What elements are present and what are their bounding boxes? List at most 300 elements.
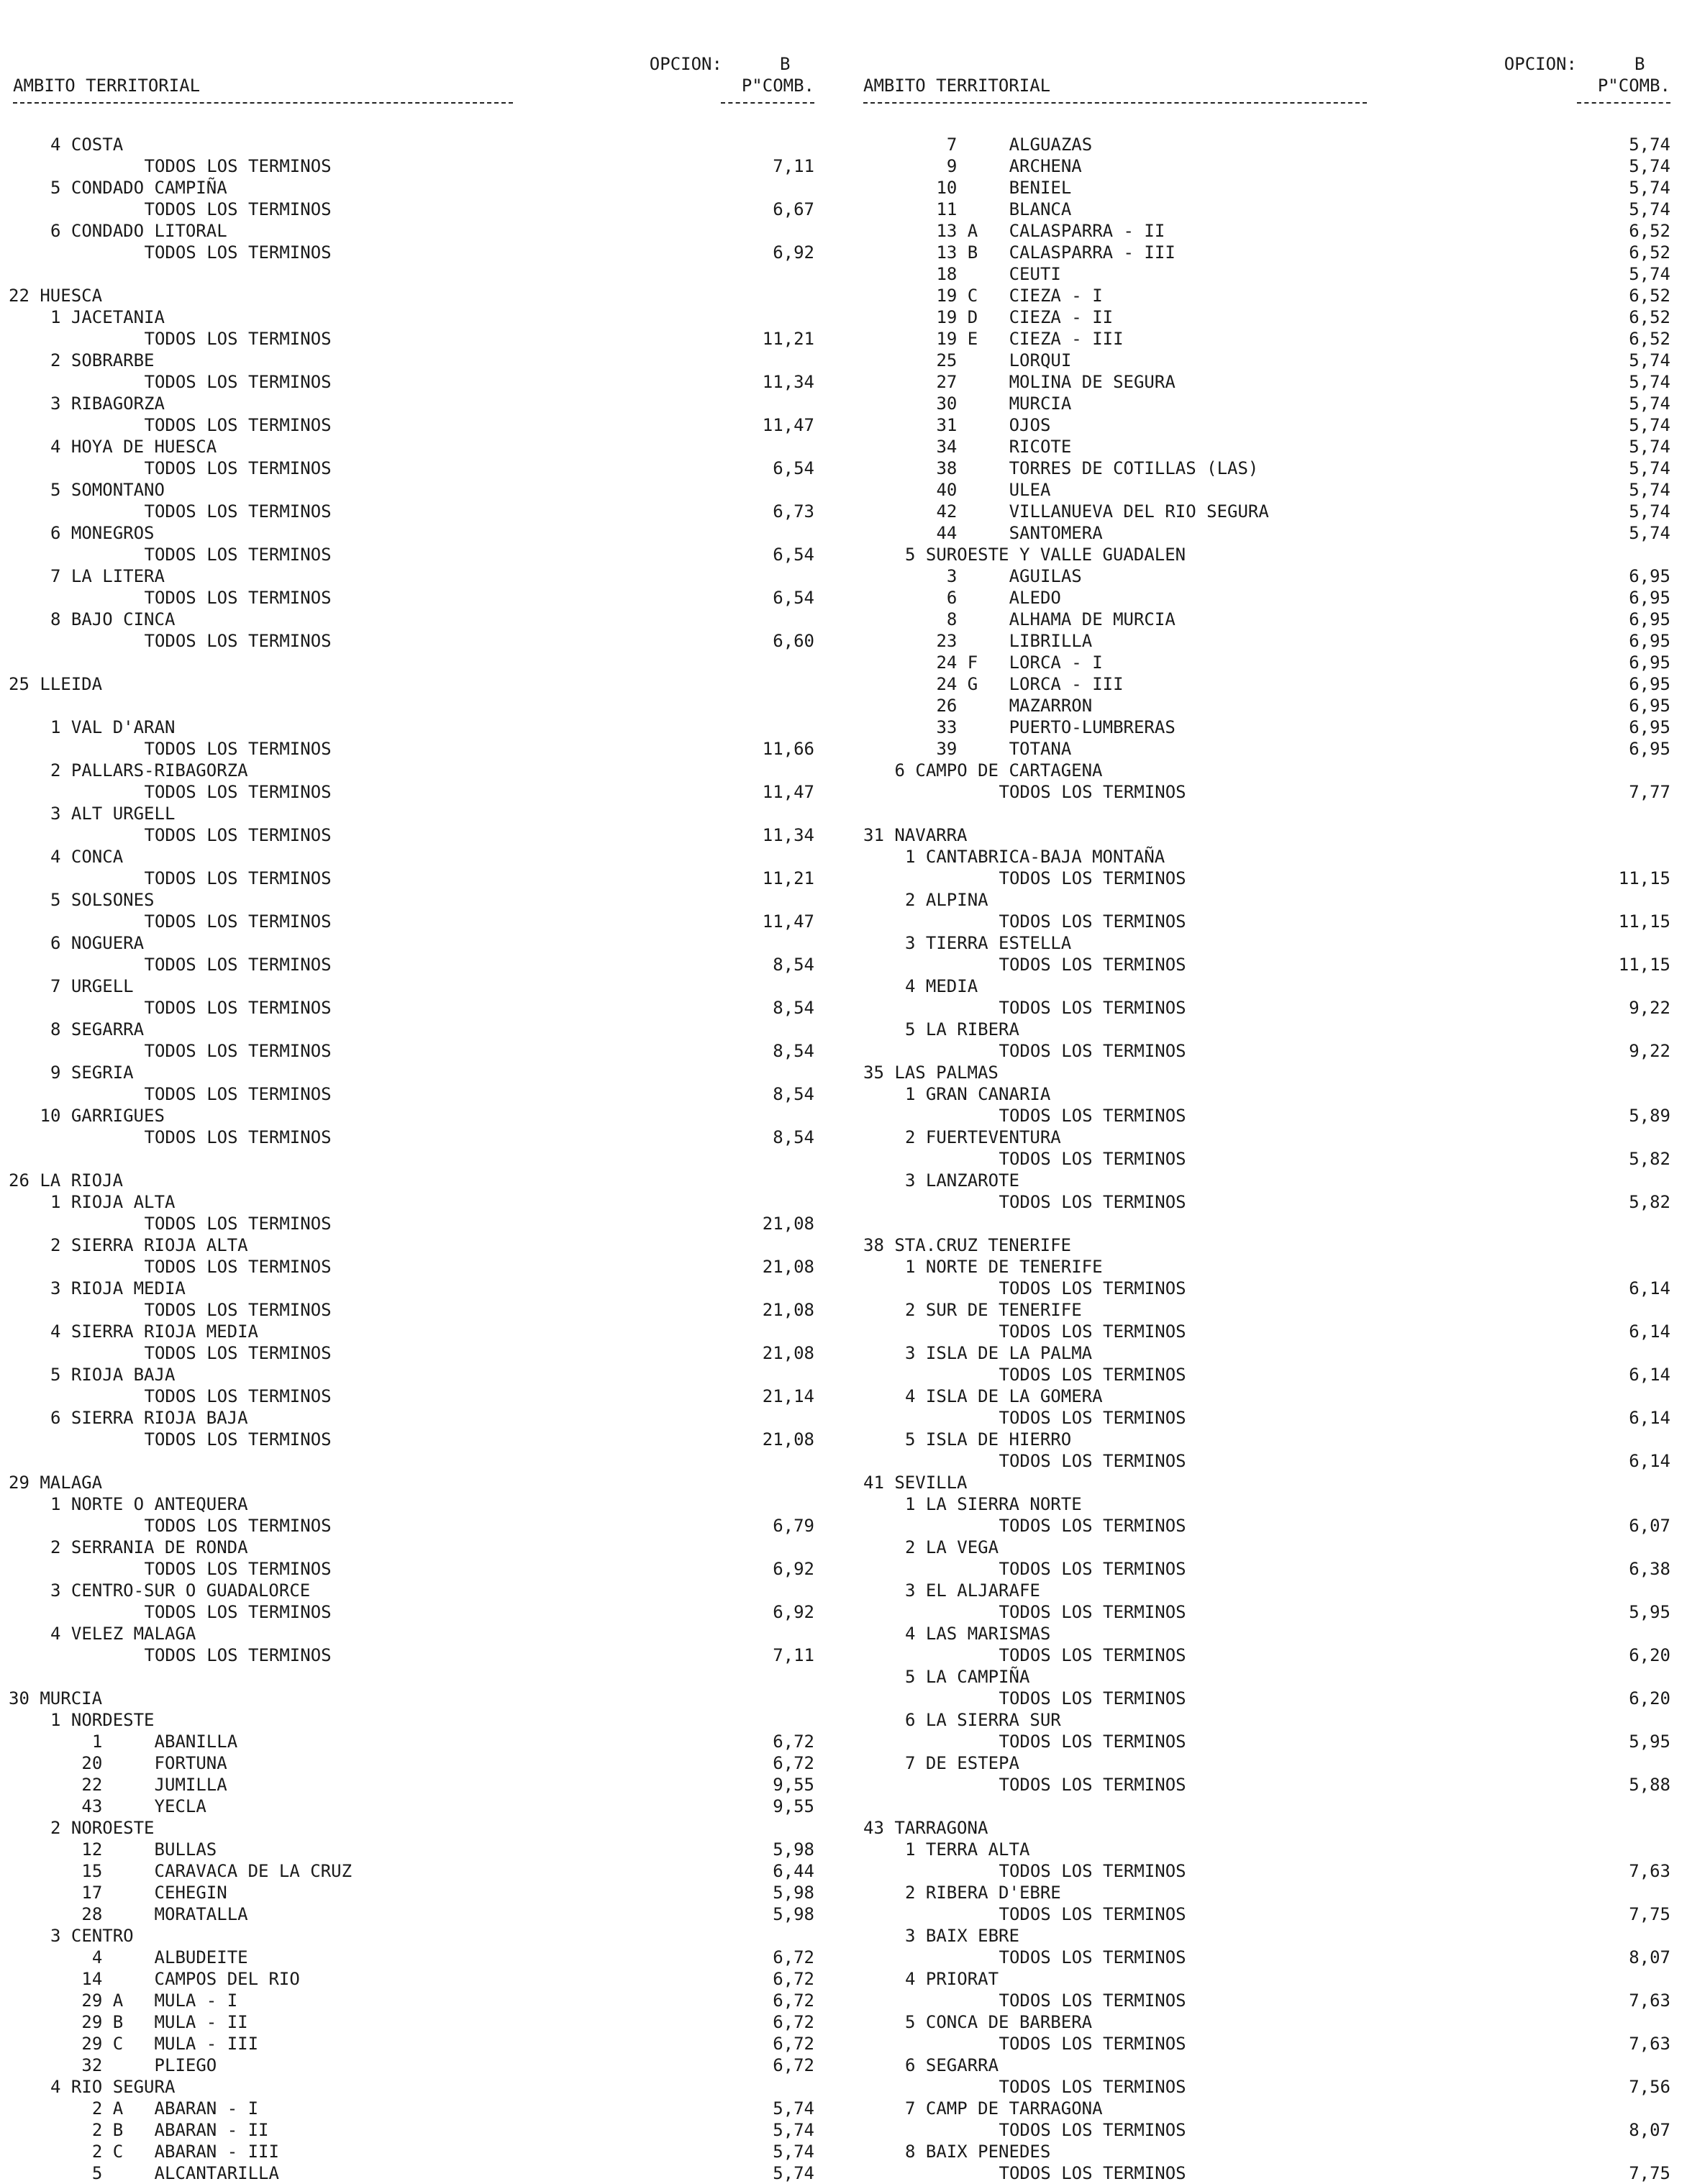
pcomb-value: 6,95: [1629, 674, 1670, 694]
territory-label: 38 TORRES DE COTILLAS (LAS): [926, 458, 1259, 478]
territory-label: 32 PLIEGO: [60, 2055, 217, 2075]
todos-label: TODOS LOS TERMINOS: [999, 1408, 1186, 1428]
table-row: [856, 1925, 1683, 1947]
pcomb-value: 11,15: [1618, 955, 1670, 975]
territory-label: 6 LA SIERRA SUR: [905, 1710, 1061, 1730]
table-row: [0, 522, 827, 544]
column-header-ambito: AMBITO TERRITORIAL: [863, 76, 1051, 96]
spacer: [856, 803, 1683, 824]
territory-label: 2 LA VEGA: [905, 1537, 999, 1557]
table-row: [856, 501, 1683, 522]
todos-label: TODOS LOS TERMINOS: [999, 1602, 1186, 1622]
territory-label: 43 TARRAGONA: [863, 1818, 988, 1838]
territory-label: 5 SUROESTE Y VALLE GUADALEN: [905, 545, 1186, 565]
spacer: [0, 695, 827, 716]
todos-label: TODOS LOS TERMINOS: [999, 2120, 1186, 2140]
territory-label: 2 ALPINA: [905, 890, 988, 910]
table-row: [856, 1817, 1683, 1839]
pcomb-value: 9,22: [1629, 998, 1670, 1018]
territory-label: 38 STA.CRUZ TENERIFE: [863, 1235, 1071, 1255]
territory-label: 20 FORTUNA: [60, 1753, 227, 1773]
territory-label: 29 A MULA - I: [60, 1990, 238, 2011]
pcomb-value: 9,22: [1629, 1041, 1670, 1061]
territory-label: 5 ALCANTARILLA: [60, 2163, 279, 2183]
pcomb-value: 6,14: [1629, 1408, 1670, 1428]
table-row: [0, 1623, 827, 1644]
table-row: [856, 587, 1683, 609]
territory-label: 17 CEHEGIN: [60, 1883, 227, 1903]
table-row: [856, 1299, 1683, 1321]
table-row: [856, 997, 1683, 1019]
territory-label: 3 RIOJA MEDIA: [50, 1278, 186, 1298]
table-row: [0, 501, 827, 522]
table-row: [0, 1234, 827, 1256]
table-row: [856, 1191, 1683, 1213]
territory-label: 3 LANZAROTE: [905, 1170, 1019, 1191]
pcomb-value: 5,74: [1629, 199, 1670, 219]
table-row: [856, 177, 1683, 199]
pcomb-value: 6,73: [773, 501, 814, 522]
table-row: [0, 1580, 827, 1601]
table-row: [0, 1558, 827, 1580]
territory-label: 10 GARRIGUES: [40, 1106, 165, 1126]
table-row: [0, 1256, 827, 1278]
table-row: [856, 738, 1683, 760]
pcomb-value: 5,74: [1629, 156, 1670, 176]
pcomb-value: 5,74: [773, 2142, 814, 2162]
header-underline: [863, 102, 1367, 104]
territory-label: 10 BENIEL: [926, 178, 1072, 198]
pcomb-value: 7,11: [773, 156, 814, 176]
table-row: [0, 1127, 827, 1148]
table-row: [0, 1968, 827, 1990]
table-row: [856, 2141, 1683, 2162]
table-row: [856, 522, 1683, 544]
territory-label: 23 LIBRILLA: [926, 631, 1093, 651]
table-row: [856, 1558, 1683, 1580]
table-row: [856, 911, 1683, 932]
table-row: [0, 1278, 827, 1299]
todos-label: TODOS LOS TERMINOS: [999, 1365, 1186, 1385]
table-row: [0, 1688, 827, 1709]
table-row: [0, 134, 827, 155]
territory-label: 4 COSTA: [50, 135, 124, 155]
pcomb-value: 5,74: [1629, 264, 1670, 284]
territory-label: 3 AGUILAS: [926, 566, 1082, 586]
territory-label: 1 JACETANIA: [50, 307, 165, 327]
todos-label: TODOS LOS TERMINOS: [144, 1386, 332, 1406]
pcomb-value: 6,95: [1629, 739, 1670, 759]
todos-label: TODOS LOS TERMINOS: [144, 545, 332, 565]
pcomb-value: 6,72: [773, 1990, 814, 2011]
todos-label: TODOS LOS TERMINOS: [144, 1127, 332, 1147]
table-row: [0, 199, 827, 220]
table-row: [856, 1062, 1683, 1083]
table-row: [856, 760, 1683, 781]
table-row: [0, 1105, 827, 1127]
table-row: [0, 393, 827, 414]
territory-label: 4 HOYA DE HUESCA: [50, 437, 217, 457]
territory-label: 1 TERRA ALTA: [905, 1839, 1030, 1860]
table-row: [856, 1472, 1683, 1493]
territory-label: 43 YECLA: [60, 1796, 206, 1816]
pcomb-value: 5,82: [1629, 1192, 1670, 1212]
territory-label: 27 MOLINA DE SEGURA: [926, 372, 1176, 392]
pcomb-value: 21,08: [762, 1343, 814, 1363]
territory-label: 5 RIOJA BAJA: [50, 1365, 176, 1385]
table-row: [0, 2033, 827, 2055]
pcomb-value: 5,74: [1629, 393, 1670, 414]
spacer: [856, 1213, 1683, 1234]
spacer: [856, 1796, 1683, 1817]
pcomb-value: 5,74: [1629, 415, 1670, 435]
table-row: [0, 1299, 827, 1321]
territory-label: 3 ISLA DE LA PALMA: [905, 1343, 1093, 1363]
table-row: [0, 803, 827, 824]
pcomb-value: 5,74: [1629, 178, 1670, 198]
territory-label: 26 MAZARRON: [926, 696, 1093, 716]
todos-label: TODOS LOS TERMINOS: [144, 1602, 332, 1622]
table-row: [0, 306, 827, 328]
table-row: [0, 932, 827, 954]
territory-label: 6 CONDADO LITORAL: [50, 221, 227, 241]
todos-label: TODOS LOS TERMINOS: [999, 1559, 1186, 1579]
territory-label: 8 SEGARRA: [50, 1019, 145, 1039]
pcomb-value: 11,34: [762, 372, 814, 392]
territory-label: 7 DE ESTEPA: [905, 1753, 1019, 1773]
pcomb-value: 5,89: [1629, 1106, 1670, 1126]
todos-label: TODOS LOS TERMINOS: [144, 1041, 332, 1061]
column-header-ambito: AMBITO TERRITORIAL: [13, 76, 201, 96]
table-row: [0, 2141, 827, 2162]
table-row: [0, 1839, 827, 1860]
territory-label: 4 LAS MARISMAS: [905, 1624, 1051, 1644]
table-row: [0, 1644, 827, 1666]
table-row: [0, 1213, 827, 1234]
pcomb-value: 5,74: [1629, 135, 1670, 155]
pcomb-value: 7,63: [1629, 2034, 1670, 2054]
pcomb-value: 7,56: [1629, 2077, 1670, 2097]
table-row: [856, 868, 1683, 889]
table-row: [856, 1947, 1683, 1968]
table-row: [856, 1407, 1683, 1429]
pcomb-value: 6,52: [1629, 221, 1670, 241]
table-row: [0, 2119, 827, 2141]
territory-label: 31 NAVARRA: [863, 825, 968, 845]
territory-label: 4 VELEZ MALAGA: [50, 1624, 196, 1644]
pcomb-value: 8,54: [773, 998, 814, 1018]
territory-label: 5 SOLSONES: [50, 890, 155, 910]
table-row: [0, 371, 827, 393]
table-row: [0, 1731, 827, 1752]
table-row: [856, 1990, 1683, 2011]
territory-label: 19 E CIEZA - III: [926, 329, 1124, 349]
table-row: [856, 2033, 1683, 2055]
pcomb-value: 6,14: [1629, 1365, 1670, 1385]
table-row: [0, 1882, 827, 1903]
territory-label: 3 ALT URGELL: [50, 804, 176, 824]
table-row: [0, 328, 827, 350]
table-row: [0, 1170, 827, 1191]
pcomb-value: 6,54: [773, 545, 814, 565]
table-row: [856, 1752, 1683, 1774]
territory-label: 30 MURCIA: [9, 1688, 103, 1708]
pcomb-value: 5,74: [773, 2120, 814, 2140]
pcomb-value: 11,21: [762, 329, 814, 349]
territory-label: 4 SIERRA RIOJA MEDIA: [50, 1321, 258, 1342]
table-row: [856, 781, 1683, 803]
pcomb-value: 5,74: [1629, 501, 1670, 522]
pcomb-value: 8,54: [773, 1084, 814, 1104]
option-value: B: [779, 54, 791, 74]
pcomb-value: 6,60: [773, 631, 814, 651]
table-row: [0, 436, 827, 458]
table-row: [856, 2098, 1683, 2119]
table-row: [856, 414, 1683, 436]
todos-label: TODOS LOS TERMINOS: [144, 1257, 332, 1277]
territory-label: 22 HUESCA: [9, 286, 103, 306]
pcomb-value: 11,21: [762, 868, 814, 888]
todos-label: TODOS LOS TERMINOS: [144, 868, 332, 888]
table-row: [856, 846, 1683, 868]
todos-label: TODOS LOS TERMINOS: [999, 1947, 1186, 1967]
table-row: [856, 1493, 1683, 1515]
table-row: [0, 889, 827, 911]
table-row: [0, 1429, 827, 1450]
pcomb-value: 6,72: [773, 1947, 814, 1967]
table-row: [856, 630, 1683, 652]
territory-label: 7 LA LITERA: [50, 566, 165, 586]
todos-label: TODOS LOS TERMINOS: [999, 1451, 1186, 1471]
table-row: [0, 1925, 827, 1947]
table-row: [0, 630, 827, 652]
table-row: [0, 565, 827, 587]
table-row: [0, 781, 827, 803]
table-row: [856, 1709, 1683, 1731]
territory-label: 1 ABANILLA: [60, 1732, 238, 1752]
pcomb-value: 6,72: [773, 2034, 814, 2054]
table-row: [856, 2119, 1683, 2141]
todos-label: TODOS LOS TERMINOS: [999, 998, 1186, 1018]
table-row: [856, 1170, 1683, 1191]
pcomb-value: 6,95: [1629, 588, 1670, 608]
territory-label: 6 CAMPO DE CARTAGENA: [894, 760, 1103, 781]
table-row: [0, 1191, 827, 1213]
table-row: [856, 544, 1683, 565]
pcomb-value: 21,14: [762, 1386, 814, 1406]
territory-label: 9 SEGRIA: [50, 1063, 134, 1083]
table-row: [0, 242, 827, 263]
territory-label: 2 RIBERA D'EBRE: [905, 1883, 1061, 1903]
territory-label: 7 URGELL: [50, 976, 134, 996]
todos-label: TODOS LOS TERMINOS: [999, 2077, 1186, 2097]
table-row: [0, 2098, 827, 2119]
pcomb-value: 8,07: [1629, 2120, 1670, 2140]
todos-label: TODOS LOS TERMINOS: [144, 739, 332, 759]
table-row: [856, 889, 1683, 911]
todos-label: TODOS LOS TERMINOS: [999, 868, 1186, 888]
table-row: [0, 1796, 827, 1817]
table-row: [856, 1644, 1683, 1666]
todos-label: TODOS LOS TERMINOS: [144, 372, 332, 392]
territory-label: 5 LA CAMPIÑA: [905, 1667, 1030, 1687]
territory-label: 12 BULLAS: [60, 1839, 217, 1860]
table-row: [856, 393, 1683, 414]
territory-label: 4 CONCA: [50, 847, 124, 867]
territory-label: 3 CENTRO: [50, 1926, 134, 1946]
pcomb-value: 5,98: [773, 1839, 814, 1860]
todos-label: TODOS LOS TERMINOS: [999, 1861, 1186, 1881]
table-row: [856, 134, 1683, 155]
territory-label: 29 C MULA - III: [60, 2034, 259, 2054]
todos-label: TODOS LOS TERMINOS: [999, 782, 1186, 802]
pcomb-value: 5,74: [773, 2098, 814, 2119]
table-row: [0, 1817, 827, 1839]
territory-label: 8 BAIX PENEDES: [905, 2142, 1051, 2162]
pcomb-value: 8,07: [1629, 1947, 1670, 1967]
pcomb-value: 6,52: [1629, 242, 1670, 263]
pcomb-value: 6,14: [1629, 1321, 1670, 1342]
todos-label: TODOS LOS TERMINOS: [999, 1732, 1186, 1752]
todos-label: TODOS LOS TERMINOS: [144, 458, 332, 478]
territory-label: 29 MALAGA: [9, 1473, 103, 1493]
table-row: [856, 2162, 1683, 2184]
territory-label: 3 RIBAGORZA: [50, 393, 165, 414]
table-row: [856, 1515, 1683, 1537]
territory-label: 3 CENTRO-SUR O GUADALORCE: [50, 1580, 311, 1601]
table-row: [856, 1774, 1683, 1796]
table-body-left: [0, 134, 827, 2184]
territory-label: 8 ALHAMA DE MURCIA: [926, 609, 1176, 629]
pcomb-value: 21,08: [762, 1429, 814, 1450]
table-row: [856, 1040, 1683, 1062]
pcomb-value: 5,74: [1629, 480, 1670, 500]
table-row: [0, 1342, 827, 1364]
todos-label: TODOS LOS TERMINOS: [144, 631, 332, 651]
table-row: [856, 1860, 1683, 1882]
pcomb-value: 11,47: [762, 911, 814, 932]
table-row: [0, 544, 827, 565]
todos-label: TODOS LOS TERMINOS: [999, 1192, 1186, 1212]
todos-label: TODOS LOS TERMINOS: [144, 415, 332, 435]
table-row: [856, 263, 1683, 285]
territory-label: 1 CANTABRICA-BAJA MONTAÑA: [905, 847, 1165, 867]
table-row: [0, 155, 827, 177]
pcomb-value: 6,72: [773, 2055, 814, 2075]
table-row: [856, 695, 1683, 716]
pcomb-value: 11,47: [762, 782, 814, 802]
territory-label: 13 B CALASPARRA - III: [926, 242, 1176, 263]
table-row: [856, 824, 1683, 846]
territory-label: 1 VAL D'ARAN: [50, 717, 176, 737]
table-row: [0, 350, 827, 371]
territory-label: 1 NORTE O ANTEQUERA: [50, 1494, 248, 1514]
territory-label: 33 PUERTO-LUMBRERAS: [926, 717, 1176, 737]
table-row: [856, 306, 1683, 328]
pcomb-value: 6,95: [1629, 566, 1670, 586]
territory-label: 19 D CIEZA - II: [926, 307, 1114, 327]
table-row: [856, 2055, 1683, 2076]
table-row: [0, 1774, 827, 1796]
table-row: [856, 652, 1683, 673]
table-row: [856, 350, 1683, 371]
spacer: [0, 1148, 827, 1170]
table-row: [856, 2011, 1683, 2033]
todos-label: TODOS LOS TERMINOS: [144, 1645, 332, 1665]
pcomb-value: 11,15: [1618, 911, 1670, 932]
territory-label: 1 NORDESTE: [50, 1710, 155, 1730]
territory-label: 15 CARAVACA DE LA CRUZ: [60, 1861, 353, 1881]
pcomb-value: 5,74: [1629, 437, 1670, 457]
option-label: OPCION: B: [1504, 54, 1645, 74]
pcomb-value: 6,72: [773, 1969, 814, 1989]
territory-label: 2 PALLARS-RIBAGORZA: [50, 760, 248, 781]
table-row: [856, 1968, 1683, 1990]
pcomb-value: 6,54: [773, 458, 814, 478]
territory-label: 8 BAJO CINCA: [50, 609, 176, 629]
table-row: [0, 2011, 827, 2033]
pcomb-value: 7,75: [1629, 1904, 1670, 1924]
pcomb-value: 6,72: [773, 1753, 814, 1773]
table-row: [856, 1666, 1683, 1688]
table-row: [856, 1601, 1683, 1623]
todos-label: TODOS LOS TERMINOS: [999, 1645, 1186, 1665]
todos-label: TODOS LOS TERMINOS: [144, 329, 332, 349]
territory-label: 4 ALBUDEITE: [60, 1947, 248, 1967]
table-row: [0, 716, 827, 738]
pcomb-value: 6,92: [773, 242, 814, 263]
pcomb-value: 8,54: [773, 955, 814, 975]
table-row: [0, 1515, 827, 1537]
todos-label: TODOS LOS TERMINOS: [999, 1278, 1186, 1298]
todos-label: TODOS LOS TERMINOS: [999, 1904, 1186, 1924]
table-row: [856, 1731, 1683, 1752]
table-row: [0, 1601, 827, 1623]
territory-label: 26 LA RIOJA: [9, 1170, 123, 1191]
pcomb-value: 6,95: [1629, 696, 1670, 716]
pcomb-value: 6,52: [1629, 286, 1670, 306]
table-row: [0, 458, 827, 479]
table-row: [0, 1493, 827, 1515]
table-row: [0, 1019, 827, 1040]
table-row: [856, 716, 1683, 738]
table-row: [856, 1256, 1683, 1278]
territory-label: 7 ALGUAZAS: [926, 135, 1093, 155]
table-row: [0, 1537, 827, 1558]
todos-label: TODOS LOS TERMINOS: [144, 998, 332, 1018]
pcomb-value: 6,52: [1629, 329, 1670, 349]
territory-label: 6 MONEGROS: [50, 523, 155, 543]
territory-label: 1 RIOJA ALTA: [50, 1192, 176, 1212]
table-row: [0, 1947, 827, 1968]
todos-label: TODOS LOS TERMINOS: [144, 825, 332, 845]
todos-label: TODOS LOS TERMINOS: [999, 1990, 1186, 2011]
todos-label: TODOS LOS TERMINOS: [999, 1516, 1186, 1536]
pcomb-value: 7,63: [1629, 1990, 1670, 2011]
table-row: [0, 1321, 827, 1342]
territory-label: 2 A ABARAN - I: [60, 2098, 259, 2119]
todos-label: TODOS LOS TERMINOS: [144, 1559, 332, 1579]
territory-label: 35 LAS PALMAS: [863, 1063, 999, 1083]
table-row: [0, 1083, 827, 1105]
todos-label: TODOS LOS TERMINOS: [999, 955, 1186, 975]
territory-label: 19 C CIEZA - I: [926, 286, 1103, 306]
pcomb-value: 6,72: [773, 2012, 814, 2032]
column-header-pcomb: P"COMB.: [1597, 76, 1670, 96]
pcomb-value: 11,66: [762, 739, 814, 759]
table-row: [0, 220, 827, 242]
pcomb-value: 6,95: [1629, 631, 1670, 651]
